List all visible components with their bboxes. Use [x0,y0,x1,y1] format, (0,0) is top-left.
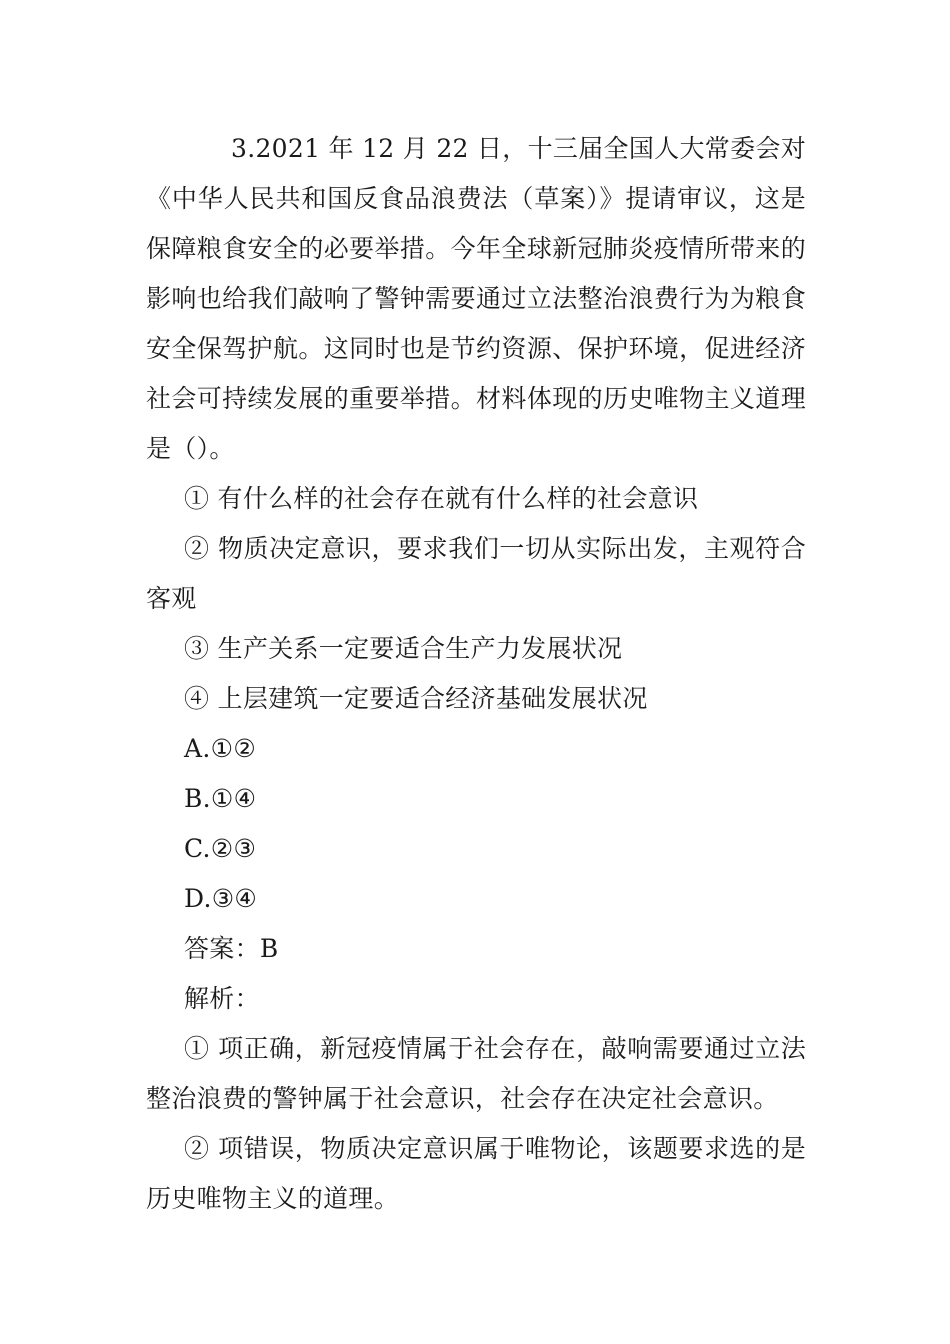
option-d: D.③④ [184,884,258,913]
analysis-label: 解析： [184,984,260,1013]
option-a: A.①② [184,734,257,763]
option-c: C.②③ [184,834,257,863]
document-page [146,124,806,1224]
answer-line: 答案：B [184,934,279,963]
question-stem: 3.2021 年 12 月 22 日，十三届全国人大常委会对《中华人民共和国反食品浪费法（草案）》提请审议，这是保障粮食安全的必要举措。今年全球新冠肺炎疫情所带来的影响也给我们敲响了警钟需要通过立法整治浪费行为为粮食安全保驾护航。这同时也是节约资源、保护环境，促进经济社会可持续发展的重要举措。材料体现的历史唯物主义道理是（）。 [146,134,806,463]
analysis-item-2: ② 项错误，物质决定意识属于唯物论，该题要求选的是历史唯物主义的道理。 [146,1134,806,1213]
option-b: B.①④ [184,784,257,813]
statement-4: ④ 上层建筑一定要适合经济基础发展状况 [184,684,648,713]
statement-2: ② 物质决定意识，要求我们一切从实际出发，主观符合客观 [146,534,806,613]
analysis-item-1: ① 项正确，新冠疫情属于社会存在，敲响需要通过立法整治浪费的警钟属于社会意识，社会存在决定社会意识。 [146,1034,806,1113]
statement-3: ③ 生产关系一定要适合生产力发展状况 [184,634,623,663]
statement-1: ① 有什么样的社会存在就有什么样的社会意识 [184,484,699,513]
